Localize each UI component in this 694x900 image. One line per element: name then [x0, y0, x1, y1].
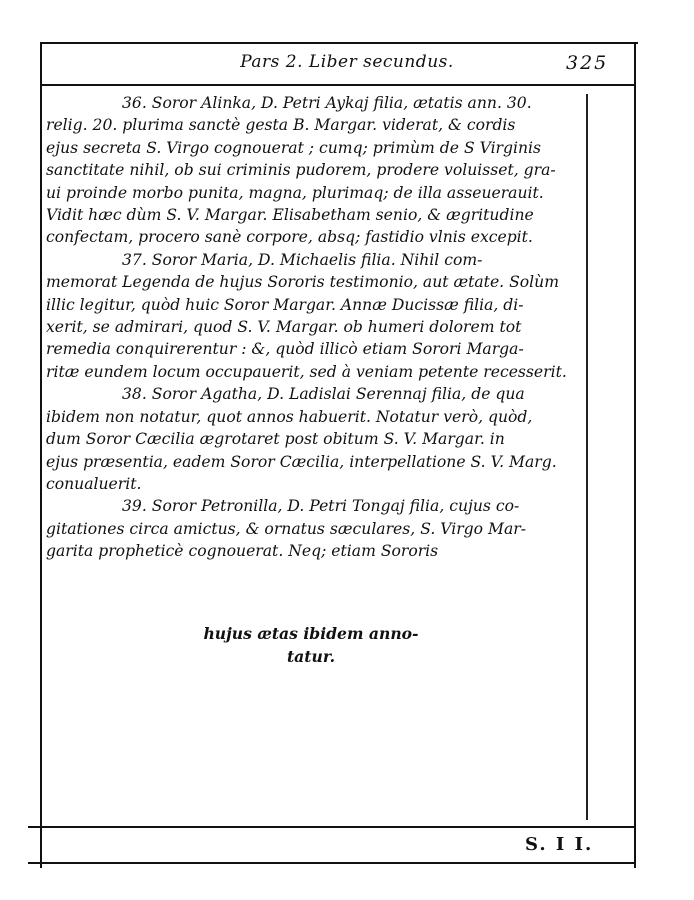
- entry-36: [46, 92, 576, 249]
- left-border-rule: [40, 42, 42, 868]
- tail-line: tatur.: [286, 647, 336, 666]
- text-line: sanctitate nihil, ob sui criminis pudorem, prodere voluisset, gra-: [46, 161, 556, 180]
- text-line: ejus secreta S. Virgo cognouerat ; cumq; primùm de S Virginis: [46, 138, 542, 157]
- right-border-rule: [634, 42, 636, 868]
- running-title: Pars 2. Liber secundus.: [240, 52, 454, 72]
- text-line: relig. 20. plurima sanctè gesta B. Margar. viderat, & cordis: [46, 116, 516, 135]
- text-line: ui proinde morbo punita, magna, plurimaq; de illa asseuerauit.: [46, 183, 544, 202]
- text-line: conualuerit.: [46, 474, 142, 493]
- entry-38: [46, 383, 576, 495]
- page-number: 325: [566, 52, 609, 74]
- header-rule: [40, 84, 636, 86]
- text-line: gitationes circa amictus, & ornatus sæculares, S. Virgo Mar-: [46, 519, 526, 538]
- text-line: xerit, se admirari, quod S. V. Margar. ob humeri dolorem tot: [46, 318, 522, 337]
- text-line: 38. Soror Agatha, D. Ladislai Serennaj filia, de qua: [122, 385, 525, 404]
- footer-rule-top: [28, 826, 636, 828]
- text-line: Vidit hæc dùm S. V. Margar. Elisabetham senio, & ægritudine: [46, 206, 534, 225]
- text-line: confectam, procero sanè corpore, absq; fastidio vlnis excepit.: [46, 228, 533, 247]
- text-line: dum Soror Cæcilia ægrotaret post obitum S. V. Margar. in: [46, 430, 505, 449]
- text-line: ejus præsentia, eadem Soror Cæcilia, interpellatione S. V. Marg.: [46, 452, 557, 471]
- text-margin-rule: [586, 94, 588, 820]
- text-line: garita propheticè cognouerat. Neq; etiam Sororis: [46, 542, 439, 561]
- catchword: S. I I.: [525, 834, 594, 855]
- text-line: 37. Soror Maria, D. Michaelis filia. Nihil com-: [122, 250, 483, 269]
- text-line: illic legitur, quòd huic Soror Margar. Annæ Ducissæ filia, di-: [46, 295, 524, 314]
- entry-39: [46, 495, 576, 562]
- top-border-rule: [40, 42, 638, 44]
- text-line: ibidem non notatur, quot annos habuerit. Notatur verò, quòd,: [46, 407, 533, 426]
- text-line: remedia conquirerentur : &, quòd illicò etiam Sorori Marga-: [46, 340, 524, 359]
- text-line: 36. Soror Alinka, D. Petri Aykaj filia, ætatis ann. 30.: [122, 94, 532, 112]
- text-line: 39. Soror Petronilla, D. Petri Tongaj filia, cujus co-: [122, 497, 520, 516]
- footer-rule-bottom: [28, 862, 636, 864]
- body-text: [46, 92, 576, 563]
- text-line: ritæ eundem locum occupauerit, sed à veniam petente recesserit.: [46, 362, 567, 381]
- text-line: memorat Legenda de hujus Sororis testimonio, aut ætate. Solùm: [46, 273, 559, 292]
- tail-line: hujus ætas ibidem anno-: [203, 624, 419, 643]
- entry-37: [46, 249, 576, 383]
